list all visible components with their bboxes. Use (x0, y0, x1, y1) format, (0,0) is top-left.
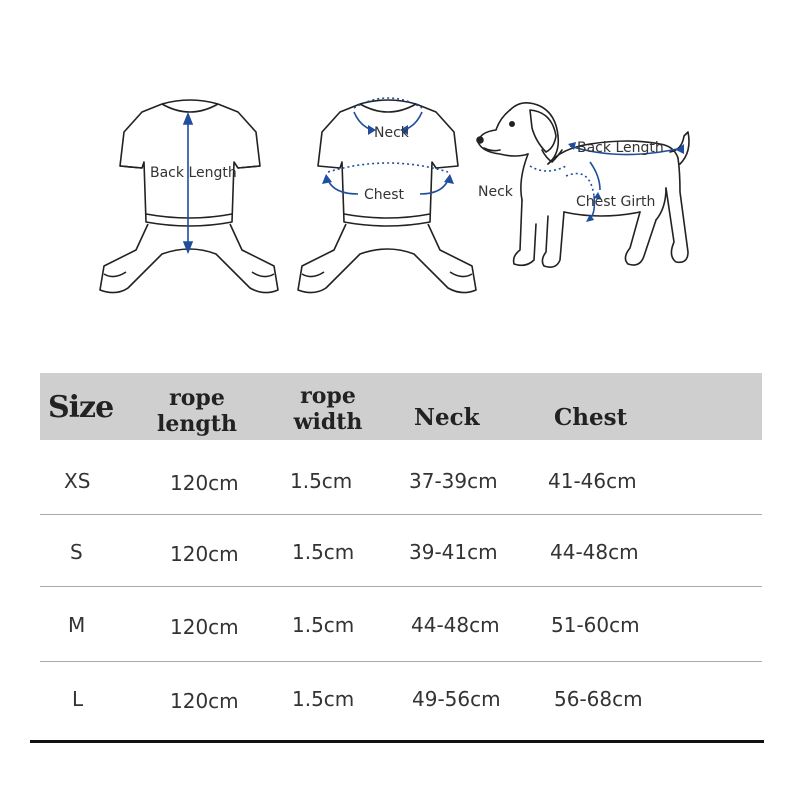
table-row (40, 587, 762, 662)
cell-chest: 56-68cm (554, 687, 643, 711)
chest-label: Chest (364, 187, 405, 203)
cell-size: S (70, 540, 83, 564)
cell-rope-width: 1.5cm (292, 540, 355, 564)
cell-neck: 39-41cm (409, 540, 498, 564)
cell-chest: 41-46cm (548, 469, 637, 493)
cell-rope-length: 120cm (170, 615, 239, 639)
header-rope-width: rope width (293, 383, 363, 435)
cell-neck: 44-48cm (411, 613, 500, 637)
dog-measurement-diagram (470, 92, 700, 292)
header-chest: Chest (554, 404, 628, 431)
cell-chest: 51-60cm (551, 613, 640, 637)
back-length-label: Back Length (150, 165, 237, 181)
header-neck: Neck (414, 404, 480, 431)
cell-rope-length: 120cm (170, 542, 239, 566)
table-row (40, 440, 762, 515)
cell-rope-length: 120cm (170, 471, 239, 495)
cell-rope-width: 1.5cm (290, 469, 353, 493)
cell-chest: 44-48cm (550, 540, 639, 564)
header-rope-length: rope length (157, 385, 237, 437)
header-size: Size (48, 390, 114, 425)
neck-chest-garment-diagram (288, 90, 488, 300)
dog-back-length-label: Back Length (577, 140, 664, 156)
neck-label: Neck (374, 125, 409, 141)
cell-size: XS (64, 469, 91, 493)
dog-chest-girth-label: Chest Girth (576, 194, 656, 210)
size-chart-table (40, 373, 762, 713)
table-header (40, 373, 762, 440)
cell-size: M (68, 613, 86, 637)
measurement-diagrams (0, 0, 800, 340)
cell-neck: 49-56cm (412, 687, 501, 711)
bottom-divider (30, 740, 764, 743)
dog-neck-label: Neck (478, 184, 513, 200)
cell-size: L (72, 687, 84, 711)
cell-neck: 37-39cm (409, 469, 498, 493)
table-row (40, 515, 762, 587)
table-row (40, 662, 762, 734)
back-length-garment-diagram (90, 90, 290, 300)
cell-rope-width: 1.5cm (292, 613, 355, 637)
cell-rope-length: 120cm (170, 689, 239, 713)
cell-rope-width: 1.5cm (292, 687, 355, 711)
